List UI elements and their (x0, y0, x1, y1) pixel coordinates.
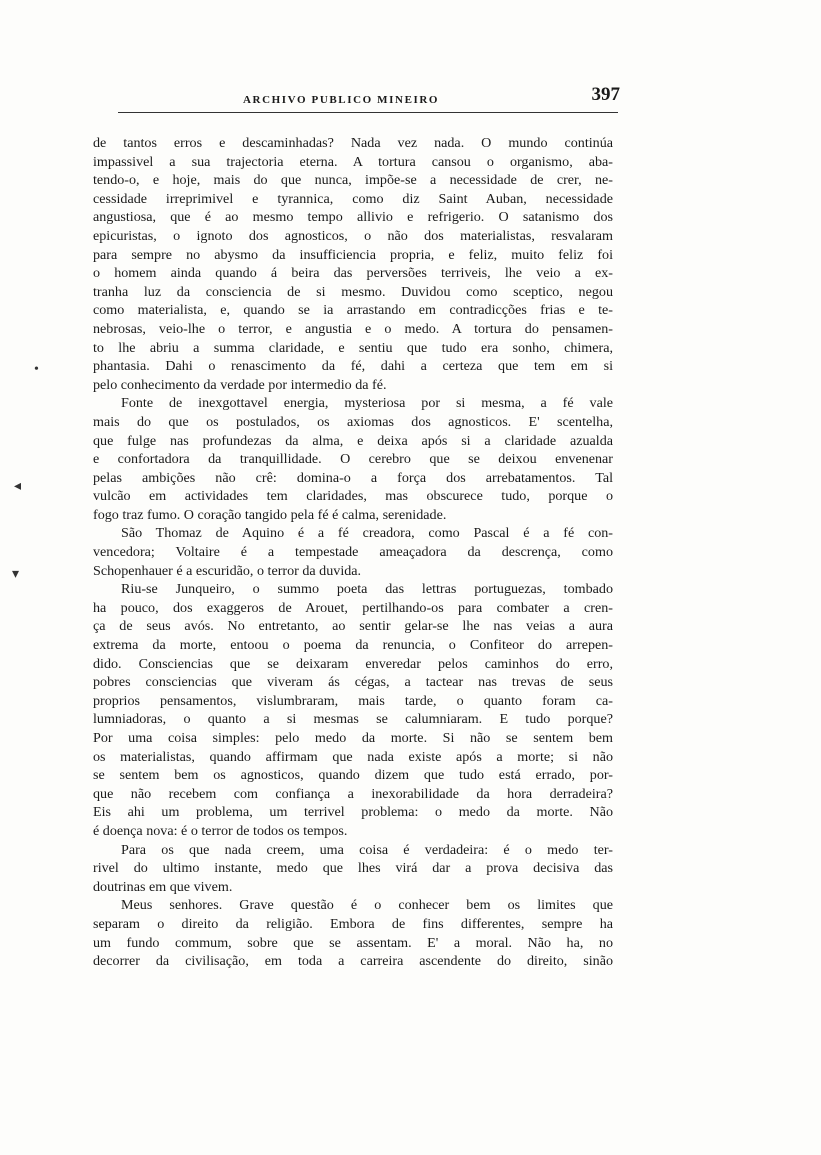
text-line: São Thomaz de Aquino é a fé creadora, como Pascal é a fé con- (121, 525, 613, 542)
text-line: ça de seus avós. No entretanto, ao sentir gelar-se lhe nas veias a aura (93, 618, 613, 635)
text-line: vulcão em actividades tem claridades, mas obscurece tudo, porque o (93, 488, 613, 505)
page-number: 397 (591, 84, 620, 105)
text-line: é doença nova: é o terror de todos os tempos. (93, 822, 348, 839)
text-line: que fulge nas profundezas da alma, e deixa após si a claridade azualda (93, 432, 613, 449)
text-line: um fundo commum, sobre que se assentam. E' a moral. Não ha, no (93, 934, 613, 951)
text-line: que não recebem com confiança a inexorabilidade da hora derradeira? (93, 785, 613, 802)
text-line: cessidade irreprimivel e tyrannica, como diz Saint Auban, necessidade (93, 190, 613, 207)
text-line: rivel do ultimo instante, medo que lhes virá dar a prova decisiva das (93, 860, 613, 877)
text-line: decorrer da civilisação, em toda a carreira ascendente do direito, sinão (93, 953, 613, 970)
text-line: Meus senhores. Grave questão é o conhecer bem os limites que (121, 897, 613, 914)
text-line: doutrinas em que vivem. (93, 878, 233, 895)
text-line: lumniadoras, o quanto a si mesmas se calumniaram. E tudo porque? (93, 711, 613, 728)
body-text (93, 134, 613, 971)
text-line: vencedora; Voltaire é a tempestade ameaçadora da descrença, como (93, 544, 613, 561)
margin-mark: • (34, 362, 39, 377)
text-line: Fonte de inexgottavel energia, mysteriosa por si mesma, a fé vale (121, 395, 613, 412)
text-line: Schopenhauer é a escuridão, o terror da duvida. (93, 562, 362, 579)
text-line: Eis ahi um problema, um terrivel problema: o medo da morte. Não (93, 804, 613, 821)
text-line: extrema da morte, entoou o poema da renuncia, o Confiteor do arrepen- (93, 637, 613, 654)
running-title: ARCHIVO PUBLICO MINEIRO (243, 94, 440, 106)
text-line: fogo traz fumo. O coração tangido pela fé é calma, serenidade. (93, 506, 447, 523)
text-line: os materialistas, quando affirmam que nada existe após a morte; si não (93, 748, 613, 765)
text-line: para sempre no abysmo da insufficiencia propria, e feliz, muito feliz foi (93, 246, 613, 263)
text-line: Para os que nada creem, uma coisa é verdadeira: é o medo ter- (121, 841, 613, 858)
text-line: pelas ambições não crê: domina-o a força dos arrebatamentos. Tal (93, 469, 613, 486)
text-line: de tantos erros e descaminhadas? Nada vez nada. O mundo continúa (93, 135, 613, 151)
text-line: tendo-o, e hoje, mais do que nunca, impõe-se a necessidade de crer, ne- (93, 172, 613, 189)
text-line: separam o direito da religião. Embora de fins differentes, sempre ha (93, 915, 613, 932)
text-line: proprios pensamentos, vislumbraram, mais tarde, o quanto foram ca- (93, 692, 613, 709)
text-line: dido. Consciencias que se deixaram enveredar pelos caminhos do erro, (93, 655, 613, 672)
text-line: ha pouco, dos exaggeros de Arouet, pertilhando-os para combater a cren- (93, 599, 613, 616)
text-line: pobres consciencias que viveram ás cégas, a tactear nas trevas de seus (93, 674, 613, 691)
text-line: e confortadora da tranquillidade. O cerebro que se deixou envenenar (93, 451, 613, 468)
text-line: mais do que os postulados, os axiomas dos agnosticos. E' scentelha, (93, 413, 613, 430)
text-line: pelo conhecimento da verdade por intermedio da fé. (93, 376, 387, 393)
text-line: o homem ainda quando á beira das perversões terriveis, lhe veio a ex- (93, 265, 613, 282)
page-header (118, 84, 618, 114)
margin-mark: ▾ (12, 567, 20, 582)
text-line: tranha luz da consciencia de si mesmo. Duvidou como sceptico, negou (93, 283, 613, 300)
header-rule (118, 112, 618, 113)
text-line: Por uma coisa simples: pelo medo da morte. Si não se sentem bem (93, 730, 613, 746)
text-line: Riu-se Junqueiro, o summo poeta das lettras portuguezas, tombado (121, 581, 613, 598)
text-line: to lhe abriu a summa claridade, e sentiu que tudo era sonho, chimera, (93, 339, 613, 356)
text-line: como materialista, e, quando se ia arrastando em contradicções frias e te- (93, 302, 613, 319)
text-line: angustiosa, que é ao mesmo tempo allivio e refrigerio. O satanismo dos (93, 209, 613, 226)
text-line: se sentem bem os agnosticos, quando dizem que tudo está errado, por- (93, 767, 613, 784)
text-line: impassivel a sua trajectoria eterna. A tortura cansou o organismo, aba- (93, 153, 613, 170)
text-line: epicuristas, o ignoto dos agnosticos, o não dos materialistas, resvalaram (93, 227, 613, 244)
text-line: phantasia. Dahi o renascimento da fé, dahi a certeza que tem em si (93, 358, 613, 375)
text-line: nebrosas, veio-lhe o terror, e angustia e o medo. A tortura do pensamen- (93, 320, 613, 337)
margin-mark: ◂ (14, 479, 22, 494)
